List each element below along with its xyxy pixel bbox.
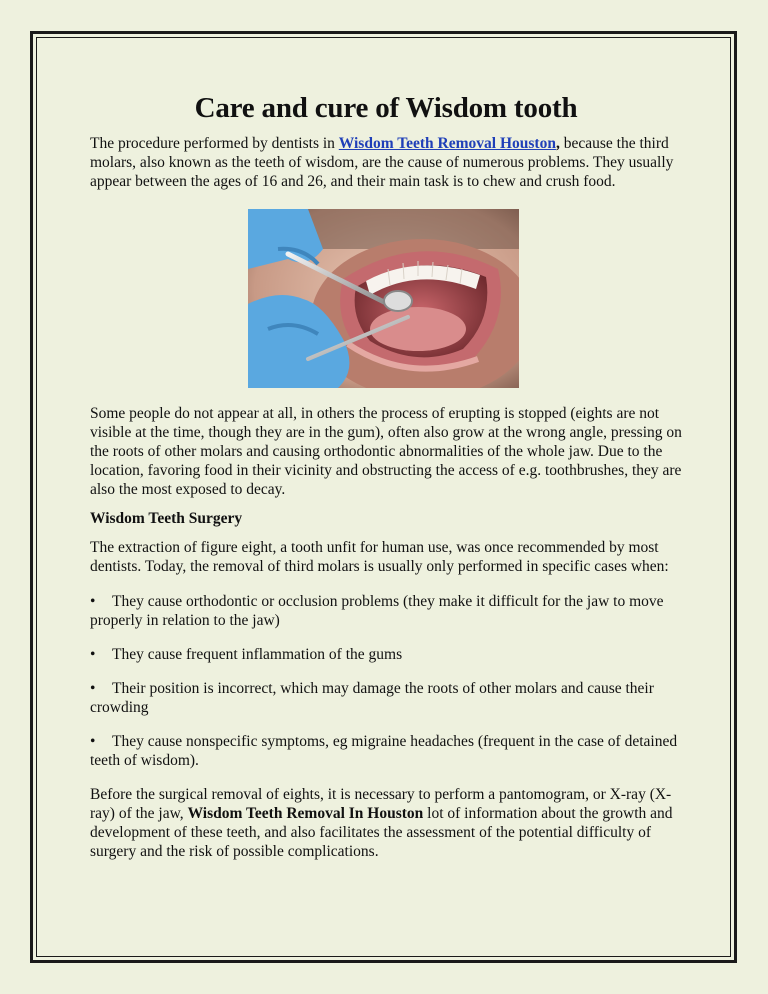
document-title: Care and cure of Wisdom tooth [194,92,578,124]
bullet-icon: • [90,733,96,750]
paragraph-pantomogram: Before the surgical removal of eights, it is necessary to perform a pantomogram, or X-ray (X-ray) of the jaw, Wisdom Teeth Removal In Houston lot of information about the growth and development of these teeth, and also facilitates the assessment of the potential difficulty of surgery and the risk of possible complications. [90,786,673,860]
paragraph-eruption: Some people do not appear at all, in others the process of erupting is stopped (eights are not visible at the time, though they are in the gum), often also grow at the wrong angle, pressing on the roots of other molars and causing orthodontic abnormalities of the whole jaw. Due to the location, favoring food in their vicinity and obstructing the access of e.g. toothbrushes, they are also the most exposed to decay. [90,405,682,498]
bullet-item: • They cause orthodontic or occlusion problems (they make it difficult for the jaw to move properly in relation to the jaw) [90,593,664,629]
document-body [90,90,682,871]
bullet-item: • They cause frequent inflammation of the gums [90,646,403,663]
bullet-icon: • [90,593,96,610]
bullet-icon: • [90,646,96,663]
intro-paragraph: The procedure performed by dentists in Wisdom Teeth Removal Houston, because the third molars, also known as the teeth of wisdom, are the cause of numerous problems. They usually appear between the ages of 16 and 26, and their main task is to chew and crush food. [90,135,674,190]
bullet-item: • They cause nonspecific symptoms, eg migraine headaches (frequent in the case of detained teeth of wisdom). [90,733,678,769]
bullet-item: • Their position is incorrect, which may damage the roots of other molars and cause their crowding [90,680,654,716]
dental-photo-icon [248,209,519,388]
paragraph-extraction: The extraction of figure eight, a tooth unfit for human use, was once recommended by most dentists. Today, the removal of third molars is usually only performed in specific cases when: [90,539,669,575]
bullet-icon: • [90,680,96,697]
section-heading-wisdom-teeth-surgery: Wisdom Teeth Surgery [90,510,243,527]
dental-photo [248,209,519,388]
wisdom-teeth-removal-in-houston-text: Wisdom Teeth Removal In Houston [187,805,424,822]
wisdom-teeth-removal-houston-link[interactable]: Wisdom Teeth Removal Houston [338,135,556,152]
